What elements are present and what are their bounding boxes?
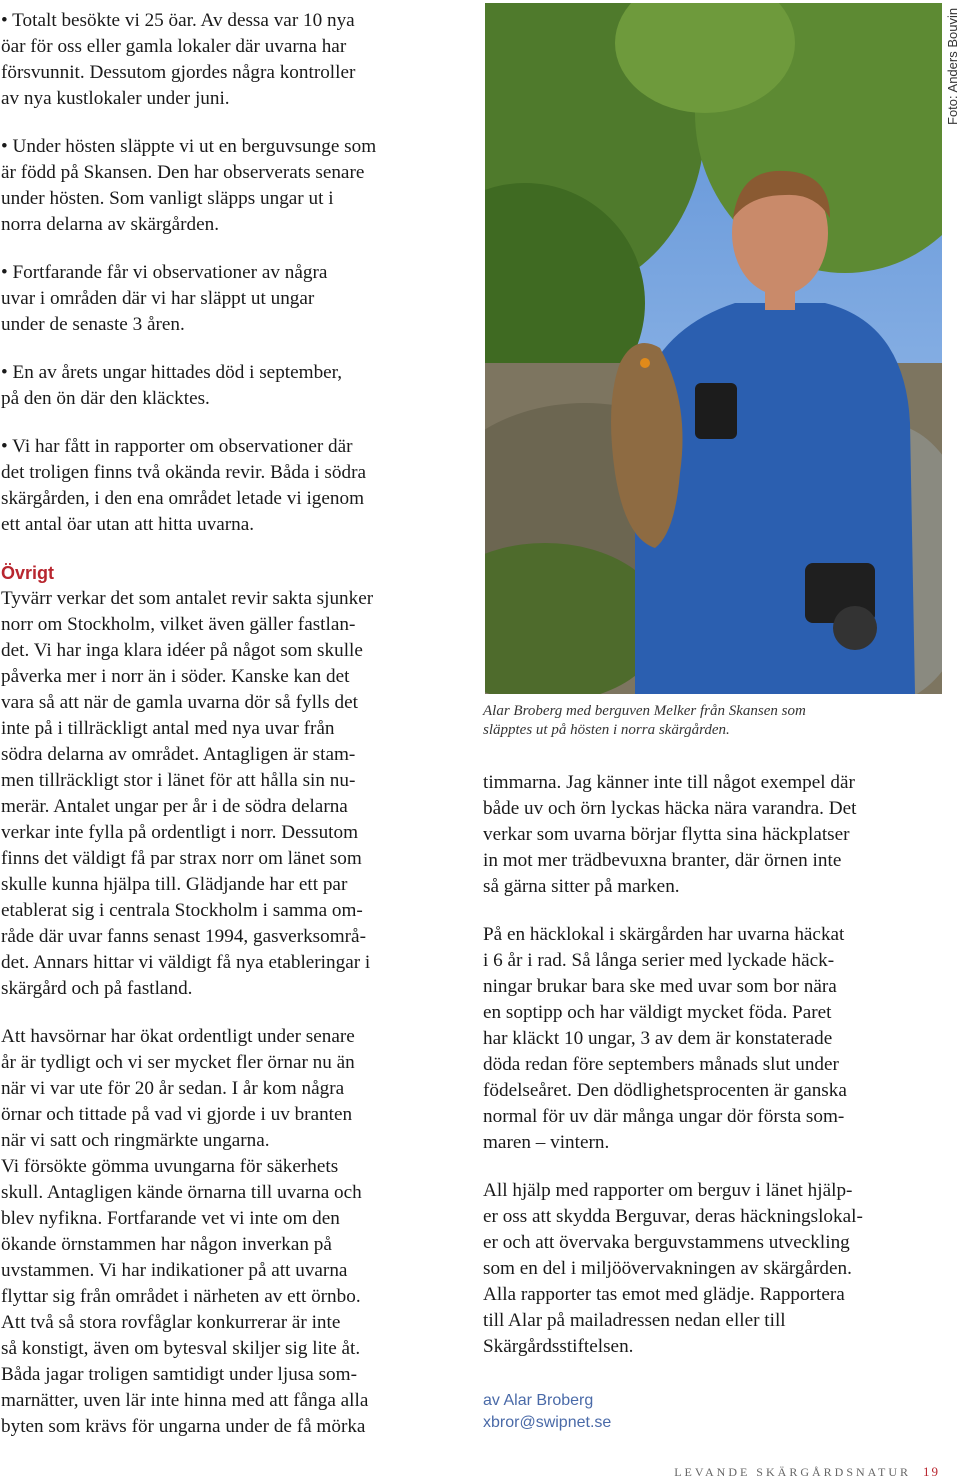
photo-credit: Foto: Anders Bouvin	[945, 7, 960, 125]
publication-name: LEVANDE SKÄRGÅRDSNATUR	[674, 1465, 911, 1479]
page-number: 19	[923, 1464, 940, 1479]
body-paragraph: Tyvärr verkar det som antalet revir sakta sjunker norr om Stockholm, vilket även gäller fastlan- det. Vi har inga klara idéer på något som skulle påverka mer i norr än i söder. Kanske kan det vara så att när de gamla uvarna dör så fylls det inte på i tillräckligt antal med nya uvar från södra delarna av området. Antagligen är stam- men tillräckligt stor i länet för att hålla sin nu- merär. Antalet ungar per år i de södra delarna verkar inte fylla på ordentligt i norr. Dessutom finns det väldigt få par strax norr om länet som skulle kunna hjälpa till. Glädjande har ett par etablerat sig i centrala Stockholm i samma om- råde där uvar fanns senast 1994, gasverksområ- det. Annars hittar vi väldigt få nya etableringar i skärgård och på fastland.	[1, 588, 374, 999]
bullet-item: • Vi har fått in rapporter om observationer där det troligen finns två okända revir. Båda i södra skärgården, i den ena området letade vi igenom ett antal öar utan att hitta uvarna.	[1, 436, 366, 535]
body-paragraph: På en häcklokal i skärgården har uvarna häckat i 6 år i rad. Så långa serier med lyckade häck- ningar brukar bara ske med uvar som bor nära en soptipp och har väldigt mycket föda. Paret har kläckt 10 ungar, 3 av dem är konstaterade döda redan före septembers månads slut under födelseåret. Den dödlighetsprocenten är ganska normal för uv där många ungar dör första som- maren – vintern.	[483, 924, 847, 1153]
author-block	[483, 1390, 611, 1434]
author-email: xbror@swipnet.se	[483, 1414, 612, 1431]
bullet-item: • En av årets ungar hittades död i september, på den ön där den kläcktes.	[1, 362, 343, 409]
photo-man-with-owl	[485, 3, 942, 694]
body-paragraph: All hjälp med rapporter om berguv i länet hjälp- er oss att skydda Berguvar, deras häckningslokal- er och att övervaka berguvstammens utveckling som en del i miljöövervakningen av skärgården. Alla rapporter tas emot med glädje. Rapportera till Alar på mailadressen nedan eller till Skärgårdsstiftelsen.	[483, 1180, 863, 1357]
page-footer	[674, 1464, 940, 1480]
body-paragraph: timmarna. Jag känner inte till något exempel där både uv och örn lyckas häcka nära varandra. Det verkar som uvarna börjar flytta sina häckplatser in mot mer trädbevuxna branter, där örnen inte så gärna sitter på marken.	[483, 772, 857, 897]
left-column	[1, 8, 463, 1440]
photo-caption: Alar Broberg med berguven Melker från Skansen som släpptes ut på hösten i norra skärgården.	[483, 703, 806, 738]
body-paragraph: Att havsörnar har ökat ordentligt under senare år är tydligt och vi ser mycket fler örnar nu än när vi var ute för 20 år sedan. I år kom några örnar och tittade på vad vi gjorde i uv branten när vi satt och ringmärkte ungarna. Vi försökte gömma uvungarna för säkerhets skull. Antagligen kände örnarna till uvarna och blev nyfikna. Fortfarande vet vi inte om den ökande örnstammen har någon inverkan på uvstammen. Vi har indikationer på att uvarna flyttar sig från området i närheten av ett örnbo. Att två så stora rovfåglar konkurrerar är inte så konstigt, även om bytesval skiljer sig lite åt. Båda jagar troligen samtidigt under ljusa som- marnätter, uven lär inte hinna med att fånga alla byten som krävs för ungarna under de få mörka	[1, 1026, 369, 1437]
right-column	[483, 770, 939, 1382]
bullet-item: • Totalt besökte vi 25 öar. Av dessa var 10 nya öar för oss eller gamla lokaler där uvarna har försvunnit. Dessutom gjordes några kontroller av nya kustlokaler under juni.	[1, 10, 356, 109]
author-name: av Alar Broberg	[483, 1392, 594, 1409]
section-heading: Övrigt	[1, 563, 55, 583]
bullet-item: • Under hösten släppte vi ut en berguvsunge som är född på Skansen. Den har observerats senare under hösten. Som vanligt släpps ungar ut i norra delarna av skärgården.	[1, 136, 377, 235]
bullet-item: • Fortfarande får vi observationer av några uvar i områden där vi har släppt ut ungar under de senaste 3 åren.	[1, 262, 328, 335]
